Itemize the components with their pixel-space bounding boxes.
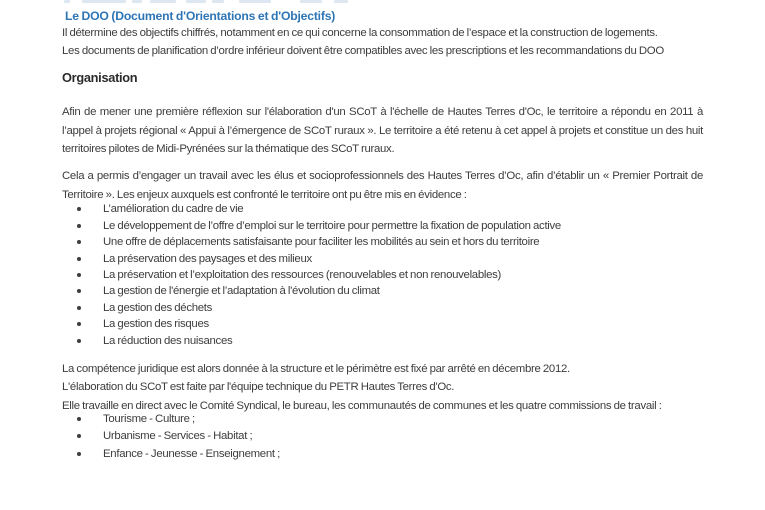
commission-item: Enfance - Jeunesse - Enseignement ; [62, 446, 703, 464]
enjeux-item: Une offre de déplacements satisfaisante pour faciliter les mobilités au sein et hors du territoire [62, 234, 703, 250]
competence-paragraph: La compétence juridique est alors donnée à la structure et le périmètre est fixé par arrêté en décembre 2012. [62, 363, 570, 376]
enjeux-item: La gestion des risques [62, 316, 703, 332]
enjeux-item: La gestion des déchets [62, 300, 703, 316]
travail-paragraph: Elle travaille en direct avec le Comité Syndical, le bureau, les communautés de communes et les quatre commissions de travail : [62, 399, 662, 412]
intro-paragraph: Afin de mener une première réflexion sur l'élaboration d'un SCoT à l'échelle de Hautes Terres d'Oc, le territoire a répondu en 2011 à l’appel à projets régional « Appui à l’émergence de SCoT ruraux ». Le territoire a été retenu à cet appel à projets et constitue un des huit territoires pilotes de Midi-Pyrénées sur la thématique des SCoT ruraux. [62, 106, 703, 155]
document-page [62, 7, 703, 463]
enjeux-item: La gestion de l'énergie et l’adaptation à l'évolution du climat [62, 283, 703, 299]
doo-heading: Le DOO (Document d'Orientations et d'Objectifs) [65, 9, 336, 23]
doo-paragraph-2: Les documents de planification d’ordre inférieur doivent être compatibles avec les prescriptions et les recommandations du DOO [62, 45, 664, 58]
enjeux-item: La réduction des nuisances [62, 333, 703, 349]
enjeux-item: La préservation des paysages et des milieux [62, 251, 703, 267]
enjeux-item: La préservation et l’exploitation des ressources (renouvelables et non renouvelables) [62, 267, 703, 283]
organisation-heading: Organisation [62, 69, 138, 85]
commissions-list [62, 411, 703, 464]
enjeux-item: Le développement de l’offre d’emploi sur le territoire pour permettre la fixation de population active [62, 218, 703, 234]
commission-item: Urbanisme - Services - Habitat ; [62, 428, 703, 446]
enjeux-list [62, 201, 703, 349]
cropped-line-artifact [62, 0, 362, 3]
elaboration-paragraph: L'élaboration du SCoT est faite par l'équipe technique du PETR Hautes Terres d'Oc. [62, 381, 455, 394]
enjeux-item: L’amélioration du cadre de vie [62, 201, 703, 217]
portrait-paragraph: Cela a permis d’engager un travail avec les élus et socioprofessionnels des Hautes Terres d’Oc, afin d’établir un « Premier Portrait de Territoire ». Les enjeux auxquels est confronté le territoire ont pu être mis en évidence : [62, 170, 703, 201]
commission-item: Tourisme - Culture ; [62, 411, 703, 429]
doo-paragraph-1: Il détermine des objectifs chiffrés, notamment en ce qui concerne la consommation de l’espace et la construction de logements. [62, 27, 658, 39]
